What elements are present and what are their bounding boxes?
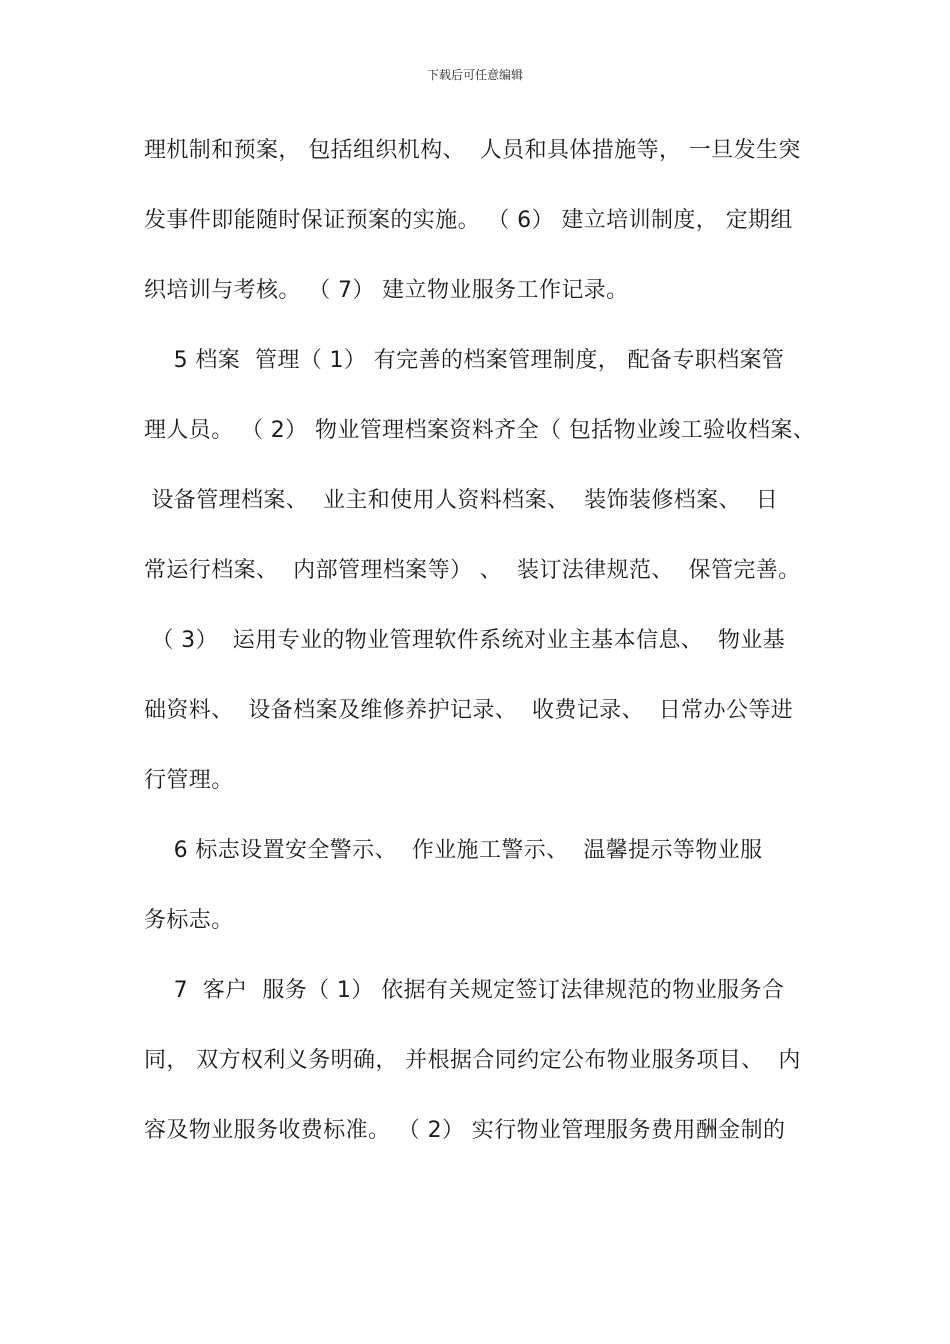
text-line-4: 5 档案 管理（ 1） 有完善的档案管理制度， 配备专职档案管 [144, 348, 785, 373]
text-line-13: 7 客户 服务（ 1） 依据有关规定签订法律规范的物业服务合 [144, 978, 785, 1003]
text-line-3: 织培训与考核。 （ 7） 建立物业服务工作记录。 [144, 278, 629, 303]
text-line-14: 同， 双方权利义务明确， 并根据合同约定公布物业服务项目、 内 [144, 1048, 801, 1073]
text-line-12: 务标志。 [144, 908, 234, 933]
text-line-1: 理机制和预案， 包括组织机构、 人员和具体措施等， 一旦发生突 [144, 138, 801, 163]
text-line-9: 础资料、 设备档案及维修养护记录、 收费记录、 日常办公等进 [144, 698, 794, 723]
text-line-6: 设备管理档案、 业主和使用人资料档案、 装饰装修档案、 日 [144, 488, 779, 513]
text-line-10: 行管理。 [144, 768, 234, 793]
text-line-8: （ 3） 运用专业的物业管理软件系统对业主基本信息、 物业基 [144, 628, 786, 653]
text-line-5: 理人员。 （ 2） 物业管理档案资料齐全（ 包括物业竣工验收档案、 [144, 418, 816, 443]
text-line-2: 发事件即能随时保证预案的实施。 （ 6） 建立培训制度， 定期组 [144, 208, 793, 233]
text-line-15: 容及物业服务收费标准。 （ 2） 实行物业管理服务费用酬金制的 [144, 1118, 786, 1143]
text-line-11: 6 标志设置安全警示、 作业施工警示、 温馨提示等物业服 [144, 838, 763, 863]
page-header: 下载后可任意编辑 [426, 68, 523, 82]
text-line-7: 常运行档案、 内部管理档案等） 、 装订法律规范、 保管完善。 [144, 558, 801, 583]
